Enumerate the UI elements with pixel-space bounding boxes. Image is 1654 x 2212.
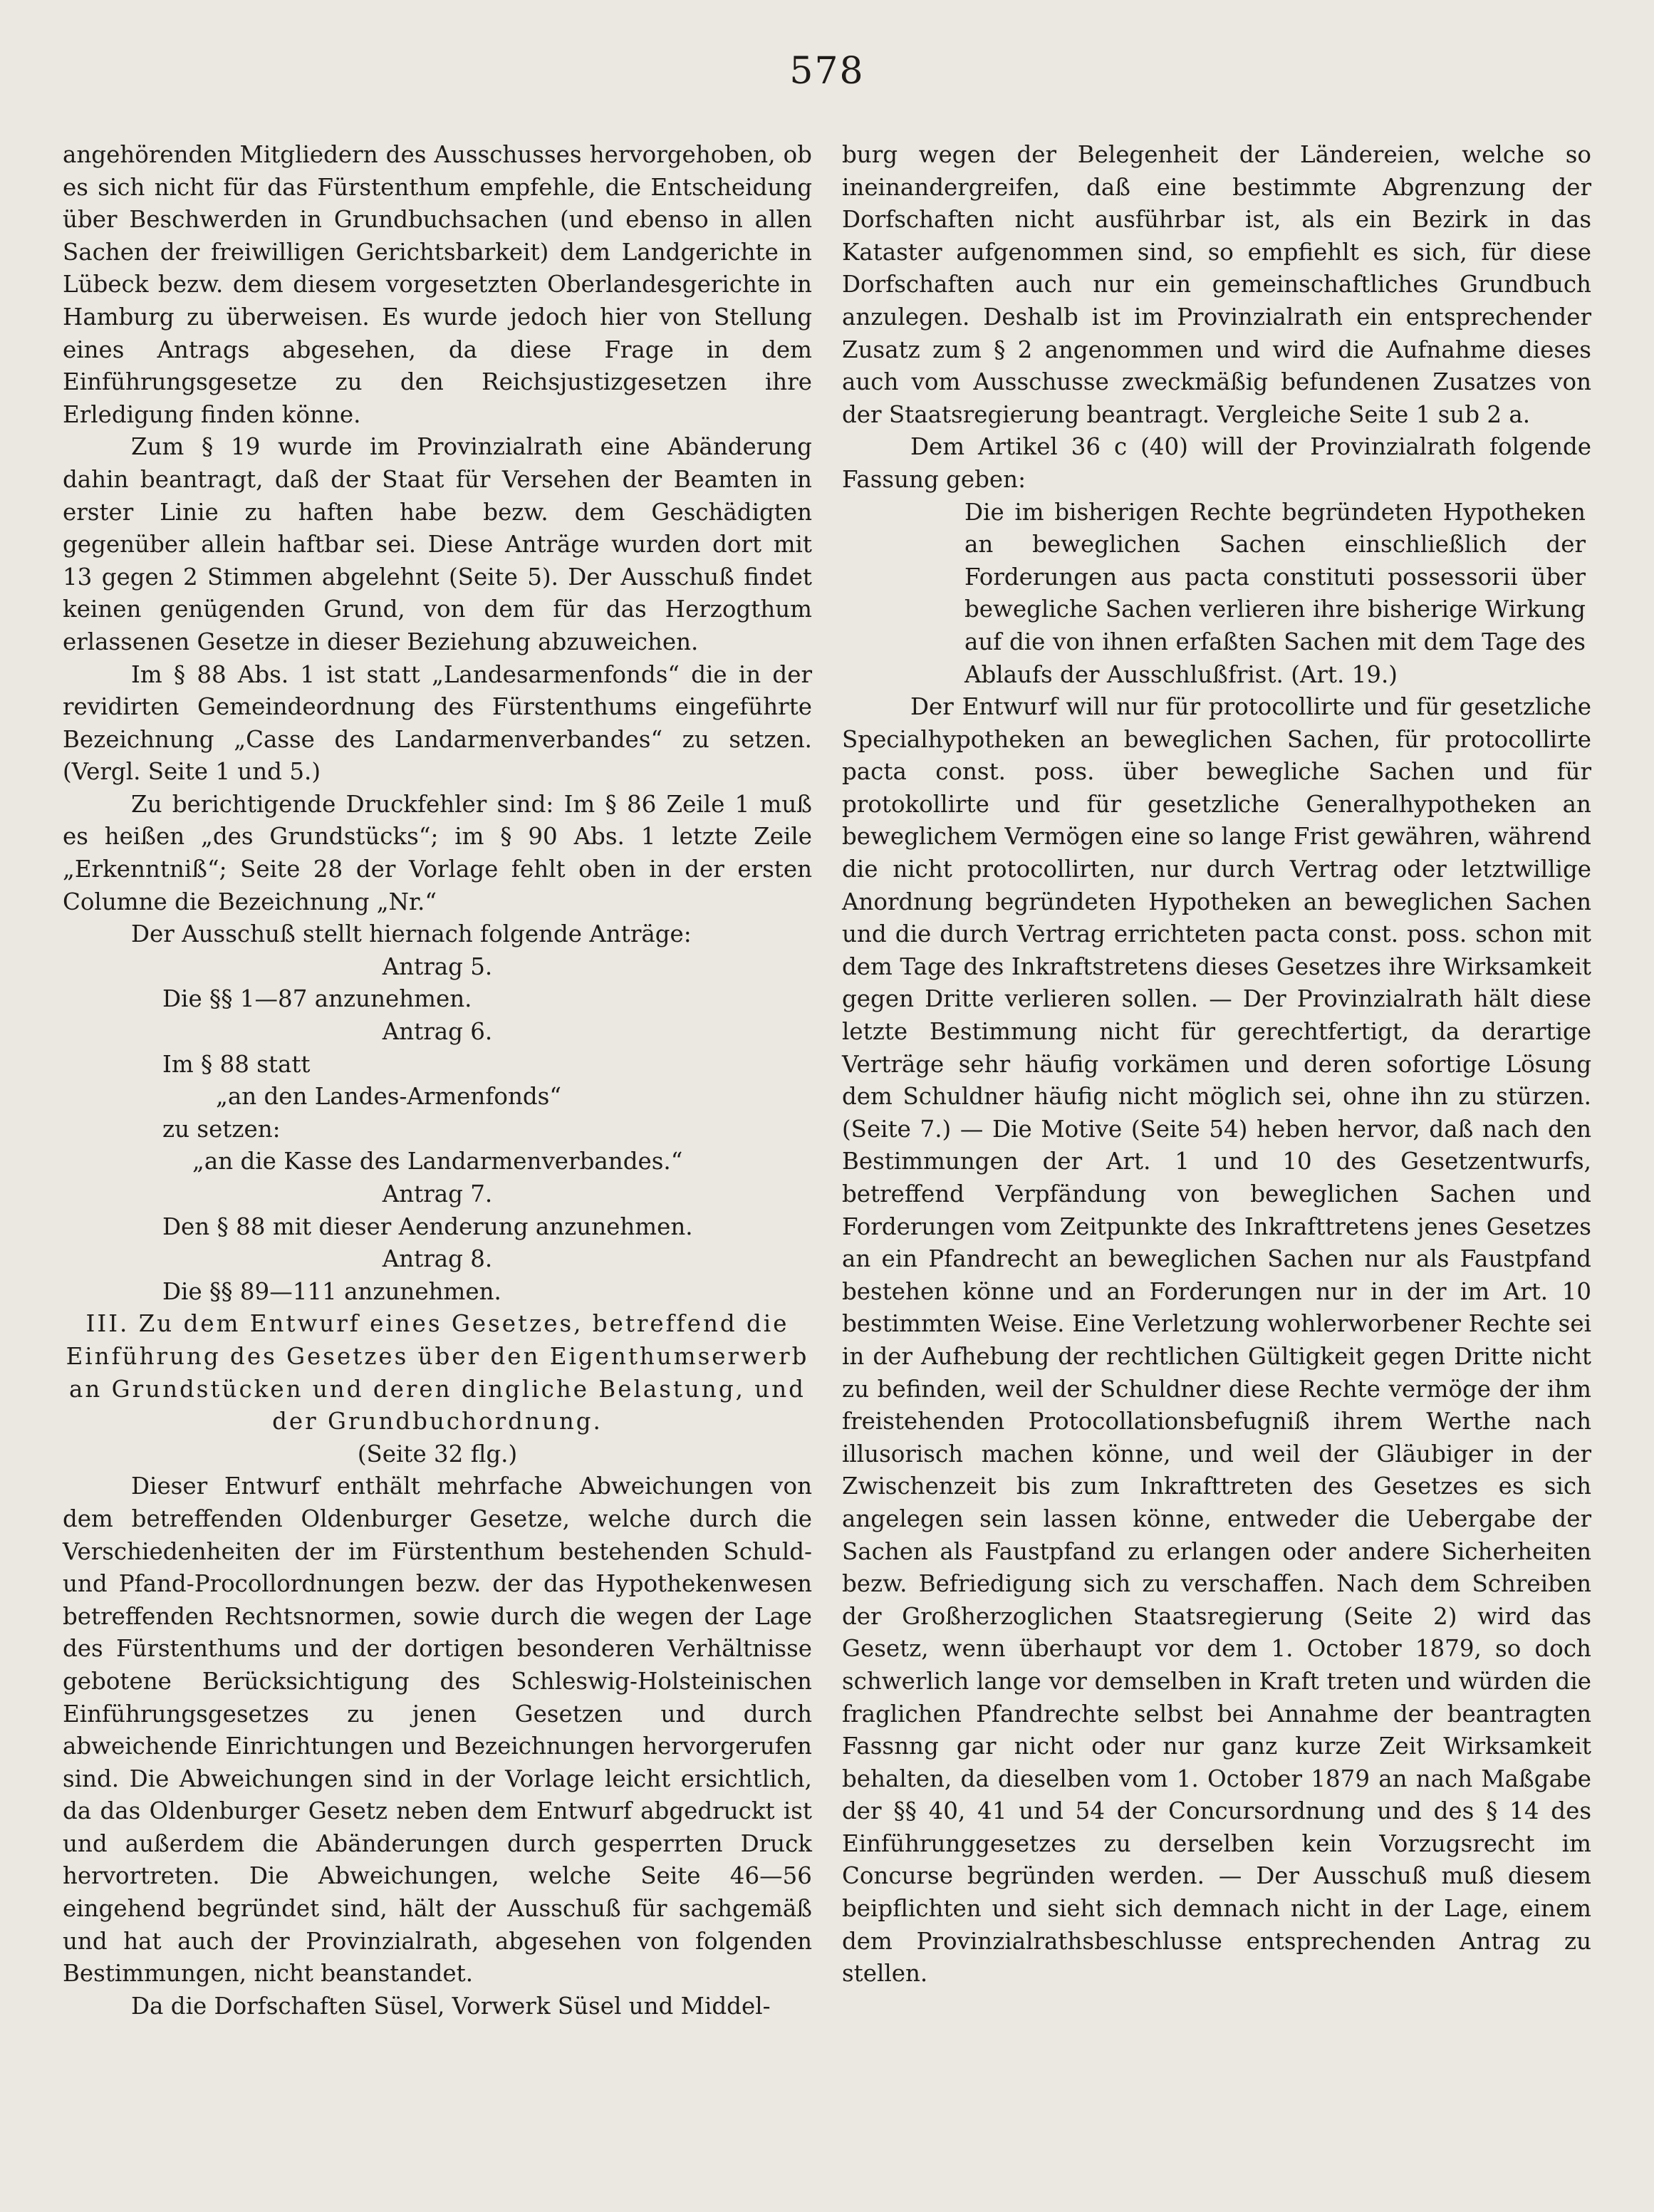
left-column-paragraph: Der Ausschuß stellt hiernach folgende Anträge: [131, 920, 692, 948]
motion-title: Antrag 6. [382, 1018, 493, 1046]
left-column-paragraph: Zum § 19 wurde im Provinzialrath eine Abänderung dahin beantragt, daß der Staat für Versehen der Beamten in erster Linie zu haften habe bezw. dem Geschädigten gegenüber allein haftbar sei. Diese Anträge wurden dort mit 13 gegen 2 Stimmen abgelehnt (Seite 5). Der Ausschuß findet keinen genügenden Grund, von dem für das Herzogthum erlassenen Gesetze in dieser Beziehung abzuweichen. [63, 433, 812, 655]
motion-text: „an den Landes-Armenfonds“ [216, 1083, 561, 1111]
section-heading: III. Zu dem Entwurf eines Gesetzes, betreffend die Einführung des Gesetzes über den Eigenthumserwerb an Grundstücken und deren dingliche Belastung, und der Grundbuchordnung. [66, 1310, 809, 1435]
motion-text: Die §§ 1—87 anzunehmen. [162, 985, 472, 1013]
quoted-provision: Die im bisherigen Rechte begründeten Hypotheken an beweglichen Sachen einschließlich der Forderungen aus pacta constituti possessorii über bewegliche Sachen verlieren ihre bisherige Wirkung auf die von ihnen erfaßten Sachen mit dem Tage des Ablaufs der Ausschlußfrist. (Art. 19.) [964, 498, 1586, 688]
motion-text: Den § 88 mit dieser Aenderung anzunehmen. [162, 1213, 693, 1240]
motion-text: zu setzen: [162, 1115, 281, 1143]
left-column-paragraph: Dieser Entwurf enthält mehrfache Abweichungen von dem betreffenden Oldenburger Gesetze, welche durch die Verschiedenheiten der im Fürstenthum bestehenden Schuld- und Pfand-Procollordnungen bezw. der das Hypothekenwesen betreffenden Rechtsnormen, sowie durch die wegen der Lage des Fürstenthums und der dortigen besonderen Verhältnisse gebotene Berücksichtigung des Schleswig-Holsteinischen Einführungsgesetzes zu jenen Gesetzen und durch abweichende Einrichtungen und Bezeichnungen hervorgerufen sind. Die Abweichungen sind in der Vorlage leicht ersichtlich, da das Oldenburger Gesetz neben dem Entwurf abgedruckt ist und außerdem die Abänderungen durch gesperrten Druck hervortreten. Die Abweichungen, welche Seite 46—56 eingehend begründet sind, hält der Ausschuß für sachgemäß und hat auch der Provinzialrath, abgesehen von folgenden Bestimmungen, nicht beanstandet. [63, 1473, 812, 1988]
motion-text: „an die Kasse des Landarmenverbandes.“ [192, 1148, 683, 1175]
page-number: 578 [789, 50, 865, 93]
right-column-paragraph: Der Entwurf will nur für protocollirte und für gesetzliche Specialhypotheken an beweglichen Sachen, für protocollirte pacta const. poss. über bewegliche Sachen und für protokollirte und für gesetzliche Generalhypotheken an beweglichem Vermögen eine so lange Frist gewähren, während die nicht protocollirten, nur durch Vertrag oder letztwillige Anordnung begründeten Hypotheken an beweglichen Sachen und die durch Vertrag errichteten pacta const. poss. schon mit dem Tage des Inkraftstretens dieses Gesetzes ihre Wirksamkeit gegen Dritte verlieren sollen. — Der Provinzialrath hält diese letzte Bestimmung nicht für gerechtfertigt, da derartige Verträge sehr häufig vorkämen und deren sofortige Lösung dem Schuldner häufig nicht möglich sei, ohne ihn zu stürzen. (Seite 7.) — Die Motive (Seite 54) heben hervor, daß nach den Bestimmungen der Art. 1 und 10 des Gesetzentwurfs, betreffend Verpfändung von beweglichen Sachen und Forderungen vom Zeitpunkte des Inkrafttretens jenes Gesetzes an ein Pfandrecht an beweglichen Sachen nur als Faustpfand bestehen könne und an Forderungen nur in der im Art. 10 bestimmten Weise. Eine Verletzung wohlerworbener Rechte sei in der Aufhebung der rechtlichen Gültigkeit gegen Dritte nicht zu befinden, weil der Schuldner diese Rechte vermöge der ihm freistehenden Protocollationsbefugniß ihrem Werthe nach illusorisch machen könne, und weil der Gläubiger in der Zwischenzeit bis zum Inkrafttreten des Gesetzes es sich angelegen sein lassen könne, entweder die Uebergabe der Sachen als Faustpfand zu erlangen oder andere Sicherheiten bezw. Befriedigung sich zu verschaffen. Nach dem Schreiben der Großherzoglichen Staatsregierung (Seite 2) wird das Gesetz, wenn überhaupt vor dem 1. October 1879, so doch schwerlich lange vor demselben in Kraft treten und würden die fraglichen Pfandrechte selbst bei Annahme der beantragten Fassnng gar nicht oder nur ganz kurze Zeit Wirksamkeit behalten, da dieselben vom 1. October 1879 an nach Maßgabe der §§ 40, 41 und 54 der Concursordnung und des § 14 des Einführunggesetzes zu derselben kein Vorzugsrecht im Concurse begründen werden. — Der Ausschuß muß diesem beipflichten und sieht sich demnach nicht in der Lage, einem dem Provinzialrathsbeschlusse entsprechenden Antrag zu stellen. [842, 693, 1591, 1988]
left-column-paragraph: angehörenden Mitgliedern des Ausschusses hervorgehoben, ob es sich nicht für das Fürstenthum empfehle, die Entscheidung über Beschwerden in Grundbuchsachen (und ebenso in allen Sachen der freiwilligen Gerichtsbarkeit) dem Landgerichte in Lübeck bezw. dem diesem vorgesetzten Oberlandesgerichte in Hamburg zu überweisen. Es wurde jedoch hier von Stellung eines Antrags abgesehen, da diese Frage in dem Einführungsgesetze zu den Reichsjustizgesetzen ihre Erledigung finden könne. [63, 141, 812, 428]
left-column-paragraph: Da die Dorfschaften Süsel, Vorwerk Süsel und Middel- [131, 1992, 771, 2020]
left-column-paragraph: Zu berichtigende Druckfehler sind: Im § 86 Zeile 1 muß es heißen „des Grundstücks“; im § 90 Abs. 1 letzte Zeile „Erkenntniß“; Seite 28 der Vorlage fehlt oben in der ersten Columne die Bezeichnung „Nr.“ [63, 790, 812, 915]
left-column-paragraph: Im § 88 Abs. 1 ist statt „Landesarmenfonds“ die in der revidirten Gemeindeordnung des Fürstenthums eingeführte Bezeichnung „Casse des Landarmenverbandes“ zu setzen. (Vergl. Seite 1 und 5.) [63, 660, 812, 786]
right-column-paragraph: Dem Artikel 36 c (40) will der Provinzialrath folgende Fassung geben: [842, 433, 1591, 493]
motion-title: Antrag 7. [382, 1180, 493, 1208]
left-column [63, 139, 812, 2023]
motion-title: Antrag 8. [382, 1245, 493, 1273]
right-column [842, 139, 1591, 1990]
right-column-paragraph: burg wegen der Belegenheit der Ländereien, welche so ineinandergreifen, daß eine bestimmte Abgrenzung der Dorfschaften nicht ausführbar ist, als ein Bezirk in das Kataster aufgenommen sind, so empfiehlt es sich, für diese Dorfschaften auch nur ein gemeinschaftliches Grundbuch anzulegen. Deshalb ist im Provinzialrath ein entsprechender Zusatz zum § 2 angenommen und wird die Aufnahme dieses auch vom Ausschusse zweckmäßig befundenen Zusatzes von der Staatsregierung beantragt. Vergleiche Seite 1 sub 2 a. [842, 141, 1591, 428]
motion-title: Antrag 5. [382, 952, 493, 980]
motion-text: Im § 88 statt [162, 1050, 311, 1078]
motion-text: Die §§ 89—111 anzunehmen. [162, 1277, 501, 1305]
section-page-reference: (Seite 32 flg.) [357, 1440, 518, 1468]
